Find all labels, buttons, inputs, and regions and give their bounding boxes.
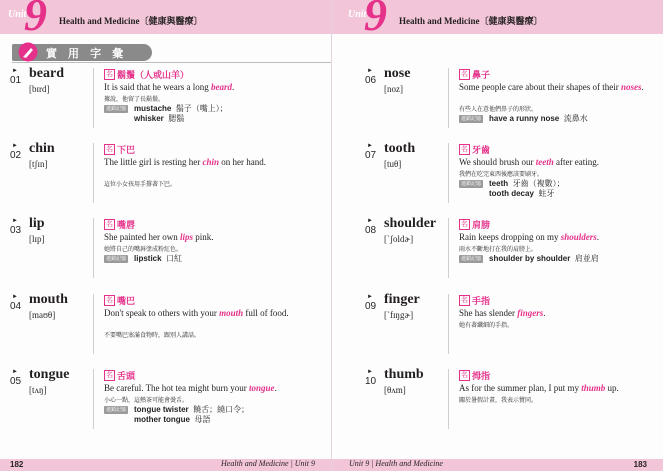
entry-phonetic: [maʊθ] xyxy=(29,310,56,320)
vocab-entry xyxy=(0,143,300,207)
entry-phonetic: [noz] xyxy=(384,84,403,94)
entry-divider xyxy=(93,143,94,203)
example-sentence: She painted her own lips pink. xyxy=(104,232,214,242)
entry-index: 06 xyxy=(365,75,377,86)
pos-badge: 名 xyxy=(461,221,468,228)
sentence-translation: 她將自己的嘴唇塗成粉紅色。 xyxy=(104,247,183,253)
sentence-translation: 我們在吃完東西後應該要刷牙。 xyxy=(459,172,544,178)
related-word: have a runny nose 流鼻水 xyxy=(489,114,588,123)
related-word: lipstick 口紅 xyxy=(134,254,183,263)
entry-divider xyxy=(448,143,449,203)
entry-word: lip xyxy=(29,216,45,231)
entry-meaning: 牙齒 xyxy=(472,145,491,155)
pos-badge: 名 xyxy=(106,221,113,228)
example-sentence: It is said that he wears a long beard. xyxy=(104,82,235,92)
entry-word: mouth xyxy=(29,292,68,307)
example-sentence: As for the summer plan, I put my thumb up. xyxy=(459,383,619,393)
entry-word: tongue xyxy=(29,367,70,382)
entry-index: 01 xyxy=(10,75,22,86)
play-icon: ► xyxy=(367,143,373,149)
play-icon: ► xyxy=(367,218,373,224)
pos-badge: 名 xyxy=(461,71,468,78)
example-sentence: Rain keeps dropping on my shoulders. xyxy=(459,232,600,242)
entry-divider xyxy=(93,294,94,354)
header-title: Health and Medicine〔健康與醫療〕 xyxy=(59,16,203,26)
entry-word: nose xyxy=(384,66,411,81)
example-sentence: She has slender fingers. xyxy=(459,308,546,318)
left-page xyxy=(0,0,331,471)
section-heading xyxy=(12,42,152,62)
entry-word: beard xyxy=(29,66,64,81)
entry-phonetic: [lɪp] xyxy=(29,234,45,244)
example-sentence: Some people care about their shapes of their noses. xyxy=(459,82,644,92)
pos-badge: 名 xyxy=(461,146,468,153)
related-word: whisker 腮鬍 xyxy=(134,114,185,123)
memory-tag: 連鎖記憶 xyxy=(460,181,481,187)
related-word: mustache 鬍子（嘴上）； xyxy=(134,104,228,113)
example-sentence: The little girl is resting her chin on her hand. xyxy=(104,157,266,167)
pos-badge: 名 xyxy=(106,146,113,153)
entry-index: 05 xyxy=(10,376,22,387)
play-icon: ► xyxy=(12,218,18,224)
vocab-entry xyxy=(355,218,655,282)
entry-word: tooth xyxy=(384,141,416,156)
entry-index: 02 xyxy=(10,150,22,161)
entry-meaning: 手指 xyxy=(472,296,491,306)
pos-badge: 名 xyxy=(106,372,113,379)
entry-meaning: 嘴巴 xyxy=(117,296,136,306)
entry-meaning: 拇指 xyxy=(472,371,491,381)
example-sentence: We should brush our teeth after eating. xyxy=(459,157,600,167)
entry-index: 10 xyxy=(365,376,377,387)
vocab-entry xyxy=(355,369,655,433)
page-number: 183 xyxy=(633,460,647,469)
pos-badge: 名 xyxy=(461,372,468,379)
play-icon: ► xyxy=(367,68,373,74)
unit-number: 9 xyxy=(24,0,47,40)
entry-divider xyxy=(93,68,94,128)
header-title: Health and Medicine〔健康與醫療〕 xyxy=(399,16,543,26)
memory-tag: 連鎖記憶 xyxy=(105,106,126,112)
sentence-translation: 關於暑假計畫，我表示贊同。 xyxy=(459,398,538,404)
entry-divider xyxy=(93,369,94,429)
entry-phonetic: [tʌŋ] xyxy=(29,385,47,395)
related-word: mother tongue 母語 xyxy=(134,415,211,424)
entry-phonetic: [bɪrd] xyxy=(29,84,50,94)
page-footer xyxy=(0,449,331,471)
entry-meaning: 下巴 xyxy=(117,145,136,155)
entry-meaning: 嘴唇 xyxy=(117,220,136,230)
entry-word: shoulder xyxy=(384,216,437,231)
page-footer xyxy=(332,449,663,471)
divider xyxy=(12,62,331,63)
entry-meaning: 鬍鬚（人或山羊） xyxy=(117,70,190,80)
entry-phonetic: [θʌm] xyxy=(384,385,406,395)
entry-divider xyxy=(448,68,449,128)
vocab-entry xyxy=(355,294,655,358)
sentence-translation: 這位小女孩用手撐著下巴。 xyxy=(104,182,177,188)
play-icon: ► xyxy=(367,369,373,375)
pencil-icon xyxy=(18,42,38,62)
entry-word: finger xyxy=(384,292,420,307)
memory-tag: 連鎖記憶 xyxy=(105,256,126,262)
entry-index: 09 xyxy=(365,301,377,312)
play-icon: ► xyxy=(12,143,18,149)
entry-meaning: 舌頭 xyxy=(117,371,136,381)
entry-divider xyxy=(448,218,449,278)
vocab-entry xyxy=(355,143,655,207)
sentence-translation: 她有著纖細的手指。 xyxy=(459,323,514,329)
entry-word: thumb xyxy=(384,367,424,382)
footer-text: Unit 9 | Health and Medicine xyxy=(349,459,443,468)
page-number: 182 xyxy=(10,460,24,469)
right-page xyxy=(332,0,663,471)
unit-label: Unit xyxy=(348,9,367,20)
entry-phonetic: [tuθ] xyxy=(384,159,402,169)
unit-label: Unit xyxy=(8,9,27,20)
entry-word: chin xyxy=(29,141,55,156)
related-word: tongue twister 饒舌；繞口令； xyxy=(134,405,250,414)
related-word: teeth 牙齒（複數）； xyxy=(489,179,565,188)
entry-index: 07 xyxy=(365,150,377,161)
vocab-entry xyxy=(0,294,300,358)
entry-phonetic: [ˋfɪŋgɚ] xyxy=(384,310,414,320)
sentence-translation: 不要嘴巴塞滿食物時，跟別人講話。 xyxy=(104,333,201,339)
entry-phonetic: [tʃɪn] xyxy=(29,159,48,169)
header-band xyxy=(332,0,663,40)
entry-index: 08 xyxy=(365,225,377,236)
vocab-entry xyxy=(0,218,300,282)
sentence-translation: 有些人在意他們鼻子的形狀。 xyxy=(459,107,538,113)
vocab-entry xyxy=(0,68,300,132)
unit-number: 9 xyxy=(364,0,387,40)
section-title: 實 用 字 彙 xyxy=(46,48,128,60)
memory-tag: 連鎖記憶 xyxy=(105,407,126,413)
pos-badge: 名 xyxy=(461,297,468,304)
sentence-translation: 小心一點，這熱茶可能會燙舌。 xyxy=(104,398,189,404)
pos-badge: 名 xyxy=(106,71,113,78)
sentence-translation: 據說，他留了長鬍鬚。 xyxy=(104,97,165,103)
memory-tag: 連鎖記憶 xyxy=(460,116,481,122)
entry-divider xyxy=(448,369,449,429)
play-icon: ► xyxy=(12,369,18,375)
related-word: tooth decay 蛀牙 xyxy=(489,189,555,198)
entry-meaning: 鼻子 xyxy=(472,70,491,80)
entry-divider xyxy=(448,294,449,354)
header-band xyxy=(0,0,331,40)
vocab-entry xyxy=(0,369,300,433)
pos-badge: 名 xyxy=(106,297,113,304)
related-word: shoulder by shoulder 肩並肩 xyxy=(489,254,599,263)
vocab-entry xyxy=(355,68,655,132)
example-sentence: Don't speak to others with your mouth full of food. xyxy=(104,308,289,318)
entry-meaning: 肩膀 xyxy=(472,220,491,230)
entry-index: 03 xyxy=(10,225,22,236)
entry-phonetic: [ˋʃoldɚ] xyxy=(384,234,414,244)
sentence-translation: 雨水不斷地打在我的肩膀上。 xyxy=(459,247,538,253)
play-icon: ► xyxy=(367,294,373,300)
memory-tag: 連鎖記憶 xyxy=(460,256,481,262)
example-sentence: Be careful. The hot tea might burn your tongue. xyxy=(104,383,277,393)
play-icon: ► xyxy=(12,294,18,300)
entry-index: 04 xyxy=(10,301,22,312)
footer-text: Health and Medicine | Unit 9 xyxy=(221,459,315,468)
play-icon: ► xyxy=(12,68,18,74)
entry-divider xyxy=(93,218,94,278)
